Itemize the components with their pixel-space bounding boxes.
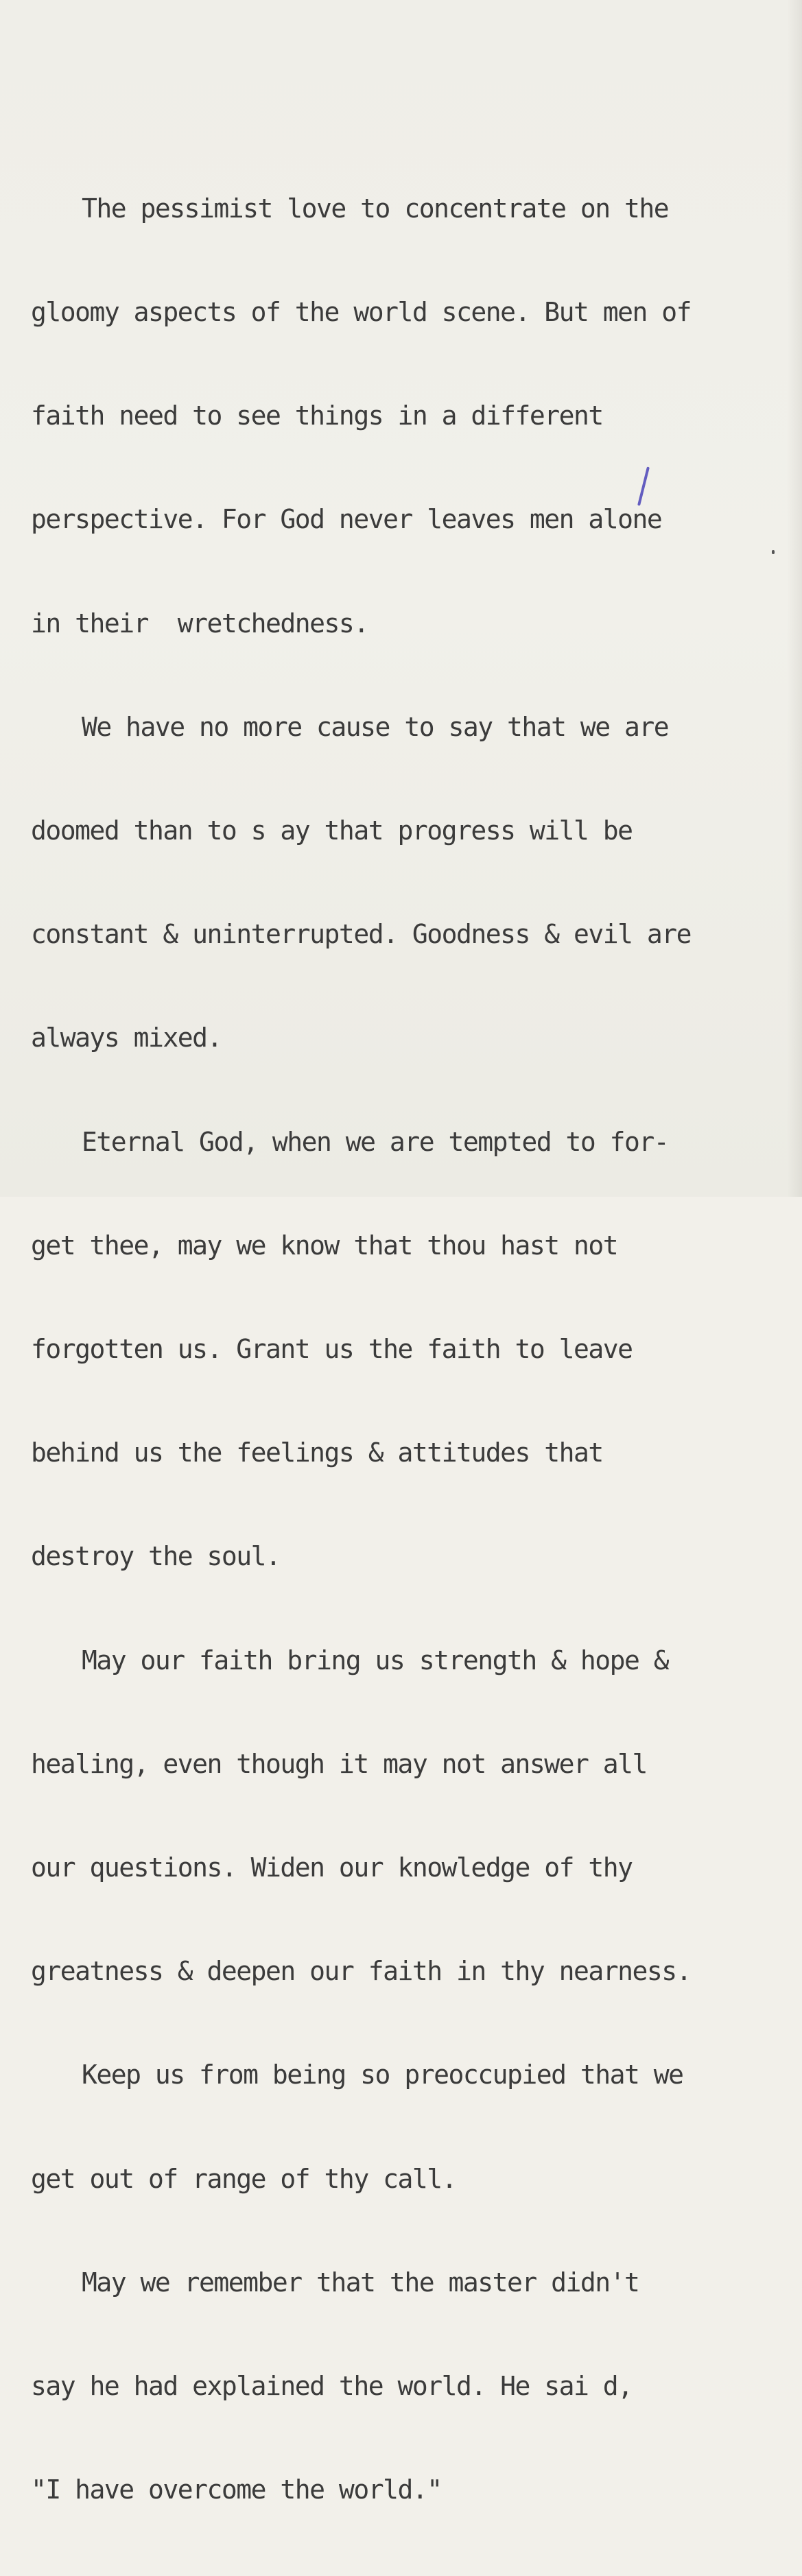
text-line: Keep us from being so preoccupied that we	[82, 2060, 683, 2090]
text-line: get thee, may we know that thou hast not	[31, 1230, 618, 1261]
text-line: gloomy aspects of the world scene. But men of	[31, 297, 692, 328]
paper-speck	[772, 550, 775, 554]
text-line: constant & uninterrupted. Goodness & evil are	[31, 919, 692, 950]
text-line: Eternal God, when we are tempted to for-	[82, 1126, 669, 1157]
text-line: doomed than to s ay that progress will be	[31, 815, 633, 846]
text-line: always mixed.	[31, 1023, 222, 1053]
text-line: faith need to see things in a different	[31, 401, 603, 431]
text-line: our questions. Widen our knowledge of thy	[31, 1852, 633, 1883]
text-line: in their wretchedness.	[31, 608, 368, 639]
text-line: get out of range of thy call.	[31, 2163, 456, 2194]
text-line: healing, even though it may not answer all	[31, 1748, 647, 1779]
typed-text-block	[31, 122, 799, 2576]
text-line: May our faith bring us strength & hope &	[82, 1645, 669, 1675]
text-line: forgotten us. Grant us the faith to leave	[31, 1334, 633, 1365]
text-line: May we remember that the master didn't	[82, 2267, 639, 2298]
text-line: say he had explained the world. He sai d,	[31, 2371, 633, 2402]
text-line: The pessimist love to concentrate on the	[82, 193, 669, 224]
text-line: We have no more cause to say that we are	[82, 711, 669, 742]
text-line: greatness & deepen our faith in thy nearness.	[31, 1956, 692, 1987]
text-line: perspective. For God never leaves men alone	[31, 504, 662, 535]
text-line: behind us the feelings & attitudes that	[31, 1438, 603, 1468]
text-line: "I have overcome the world."	[31, 2474, 442, 2505]
text-line: destroy the soul.	[31, 1541, 281, 1572]
